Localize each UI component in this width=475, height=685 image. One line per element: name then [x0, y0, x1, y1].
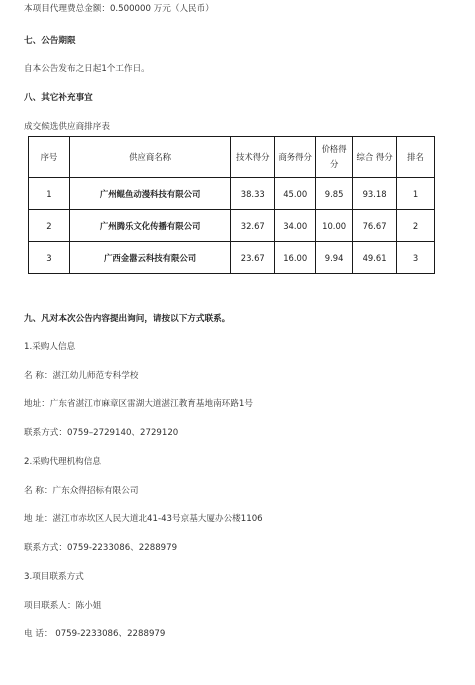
- table-row: [29, 210, 435, 242]
- agency-name: 名 称：广东众得招标有限公司: [24, 486, 139, 496]
- section8-heading: 八、其它补充事宜: [24, 93, 93, 103]
- purchaser-contact: 联系方式：0759–2729140、2729120: [24, 428, 179, 438]
- cell-supplier: 广州腾乐文化传播有限公司: [69, 210, 230, 242]
- project-contact-title: 3.项目联系方式: [24, 572, 84, 582]
- announcement-period-text: 自本公告发布之日起1个工作日。: [24, 64, 150, 74]
- purchaser-title: 1.采购人信息: [24, 342, 76, 352]
- cell-biz-score: 34.00: [275, 210, 316, 242]
- section9-heading: 九、凡对本次公告内容提出询问，请按以下方式联系。: [24, 314, 231, 324]
- cell-tech-score: 32.67: [231, 210, 275, 242]
- cell-rank: 2: [397, 210, 435, 242]
- header-tech-score: 技术得分: [231, 137, 275, 178]
- cell-biz-score: 16.00: [275, 242, 316, 274]
- cell-price-score: 9.85: [316, 178, 353, 210]
- table-row: [29, 178, 435, 210]
- cell-price-score: 9.94: [316, 242, 353, 274]
- project-contact-phone: 电 话： 0759-2233086、2288979: [24, 629, 166, 639]
- header-rank: 排名: [397, 137, 435, 178]
- agency-address: 地 址：湛江市赤坎区人民大道北41-43号京基大厦办公楼1106: [24, 514, 263, 524]
- agency-title: 2.采购代理机构信息: [24, 457, 101, 467]
- header-index: 序号: [29, 137, 70, 178]
- cell-index: 1: [29, 178, 70, 210]
- agency-fee-line: 本项目代理费总金额：0.500000 万元（人民币）: [24, 4, 214, 14]
- cell-index: 2: [29, 210, 70, 242]
- purchaser-name: 名 称：湛江幼儿师范专科学校: [24, 371, 139, 381]
- cell-biz-score: 45.00: [275, 178, 316, 210]
- cell-index: 3: [29, 242, 70, 274]
- table-caption: 成交候选供应商排序表: [24, 122, 110, 132]
- cell-supplier: 广州鲲鱼动漫科技有限公司: [69, 178, 230, 210]
- cell-rank: 1: [397, 178, 435, 210]
- cell-total-score: 49.61: [353, 242, 397, 274]
- cell-total-score: 93.18: [353, 178, 397, 210]
- cell-tech-score: 38.33: [231, 178, 275, 210]
- cell-rank: 3: [397, 242, 435, 274]
- section7-heading: 七、公告期限: [24, 36, 76, 46]
- header-supplier: 供应商名称: [69, 137, 230, 178]
- project-contact-person: 项目联系人：陈小姐: [24, 601, 102, 611]
- cell-total-score: 76.67: [353, 210, 397, 242]
- cell-supplier: 广西金嚣云科技有限公司: [69, 242, 230, 274]
- header-biz-score: 商务得分: [275, 137, 316, 178]
- header-price-score: 价格得分: [316, 137, 353, 178]
- cell-tech-score: 23.67: [231, 242, 275, 274]
- candidate-ranking-table: [28, 136, 435, 274]
- agency-contact: 联系方式：0759-2233086、2288979: [24, 543, 178, 553]
- header-total-score: 综合 得分: [353, 137, 397, 178]
- table-row: [29, 242, 435, 274]
- table-header-row: [29, 137, 435, 178]
- purchaser-address: 地址：广东省湛江市麻章区雷湖大道湛江教育基地南环路1号: [24, 399, 253, 409]
- cell-price-score: 10.00: [316, 210, 353, 242]
